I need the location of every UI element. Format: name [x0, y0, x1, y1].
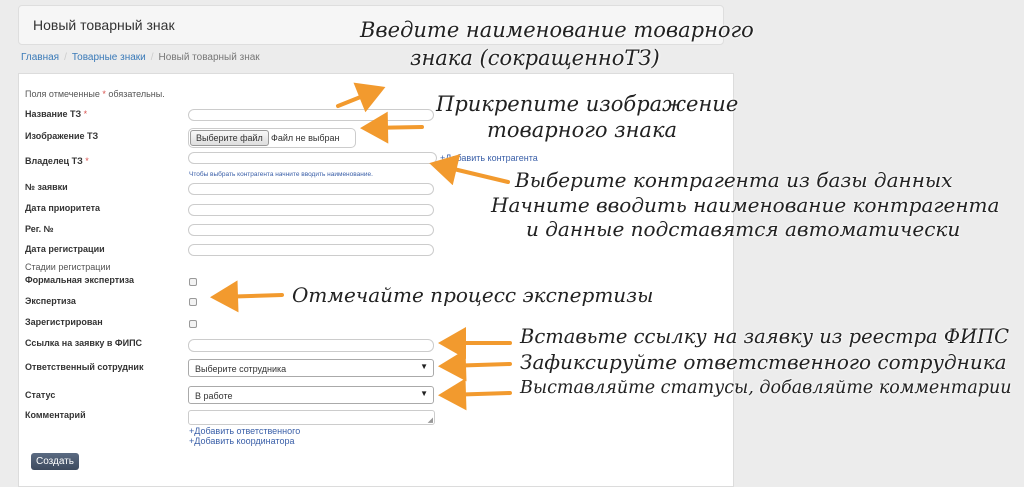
registered-label: Зарегистрирован — [25, 317, 103, 327]
status-label: Статус — [25, 390, 56, 400]
required-note-text: обязательны. — [105, 89, 165, 99]
reg-date-label: Дата регистрации — [25, 244, 105, 254]
resize-grip-icon[interactable]: ◢ — [427, 417, 433, 424]
arrow-name — [338, 90, 378, 106]
stages-heading: Стадии регистрации — [25, 262, 111, 272]
arrow-owner — [437, 165, 508, 182]
fips-link-label: Ссылка на заявку в ФИПС — [25, 338, 143, 348]
annotation-image-line2: товарного знака — [487, 118, 678, 142]
breadcrumb-home[interactable]: Главная — [21, 52, 60, 63]
annotation-owner-line2: Начните вводить наименование контрагента — [491, 193, 1000, 217]
name-label-text: Название ТЗ — [25, 109, 82, 119]
status-selected: В работе — [195, 391, 233, 401]
expertise-label: Экспертиза — [25, 296, 76, 306]
priority-date-label: Дата приоритета — [25, 203, 101, 213]
chevron-down-icon: ▼ — [420, 389, 428, 398]
annotation-name-line2: знака (сокращенноТЗ) — [410, 46, 660, 70]
annotation-status: Выставляйте статусы, добавляйте комментарии — [520, 378, 1012, 398]
owner-hint: Чтобы выбрать контрагента начните вводить наименование. — [189, 171, 373, 178]
file-status: Файл не выбран — [271, 133, 340, 143]
add-responsible-link[interactable]: +Добавить ответственного — [189, 426, 301, 436]
arrow-image — [368, 127, 422, 128]
create-button[interactable]: Создать — [31, 453, 79, 470]
arrow-responsible — [446, 364, 510, 366]
comment-label: Комментарий — [25, 410, 86, 420]
required-note-text: Поля отмеченные — [25, 89, 103, 99]
annotation-expertise: Отмечайте процесс экспертизы — [292, 283, 654, 307]
add-contractor-link[interactable]: +Добавить контрагента — [440, 153, 538, 163]
add-coordinator-link[interactable]: +Добавить координатора — [189, 436, 295, 446]
arrow-status — [446, 393, 510, 395]
arrow-expertise — [218, 295, 282, 297]
breadcrumb-separator: / — [64, 52, 67, 63]
formal-exam-label: Формальная экспертиза — [25, 275, 135, 285]
breadcrumb-current: Новый товарный знак — [158, 52, 260, 63]
page-title: Новый товарный знак — [33, 17, 175, 33]
annotation-owner-line3: и данные подставятся автоматически — [526, 217, 961, 241]
responsible-label: Ответственный сотрудник — [25, 362, 144, 372]
app-number-label: № заявки — [25, 182, 68, 192]
choose-file-button[interactable]: Выберите файл — [190, 130, 269, 146]
required-mark: * — [102, 89, 106, 99]
annotation-fips: Вставьте ссылку на заявку из реестра ФИПС — [520, 325, 1009, 348]
annotation-responsible: Зафиксируйте ответственного сотрудника — [520, 350, 1007, 374]
owner-label-text: Владелец ТЗ — [25, 156, 83, 166]
required-mark: * — [85, 156, 89, 166]
breadcrumb-trademarks[interactable]: Товарные знаки — [71, 52, 146, 63]
annotation-name-line1: Введите наименование товарного — [360, 18, 754, 42]
chevron-down-icon: ▼ — [420, 362, 428, 371]
annotation-owner-line1: Выберите контрагента из базы данных — [515, 168, 953, 192]
reg-number-label: Рег. № — [25, 224, 54, 234]
required-mark: * — [83, 109, 88, 119]
annotation-image-line1: Прикрепите изображение — [436, 92, 739, 116]
breadcrumb-separator: / — [150, 52, 154, 63]
image-label: Изображение ТЗ — [25, 131, 99, 141]
responsible-selected: Выберите сотрудника — [195, 364, 287, 374]
